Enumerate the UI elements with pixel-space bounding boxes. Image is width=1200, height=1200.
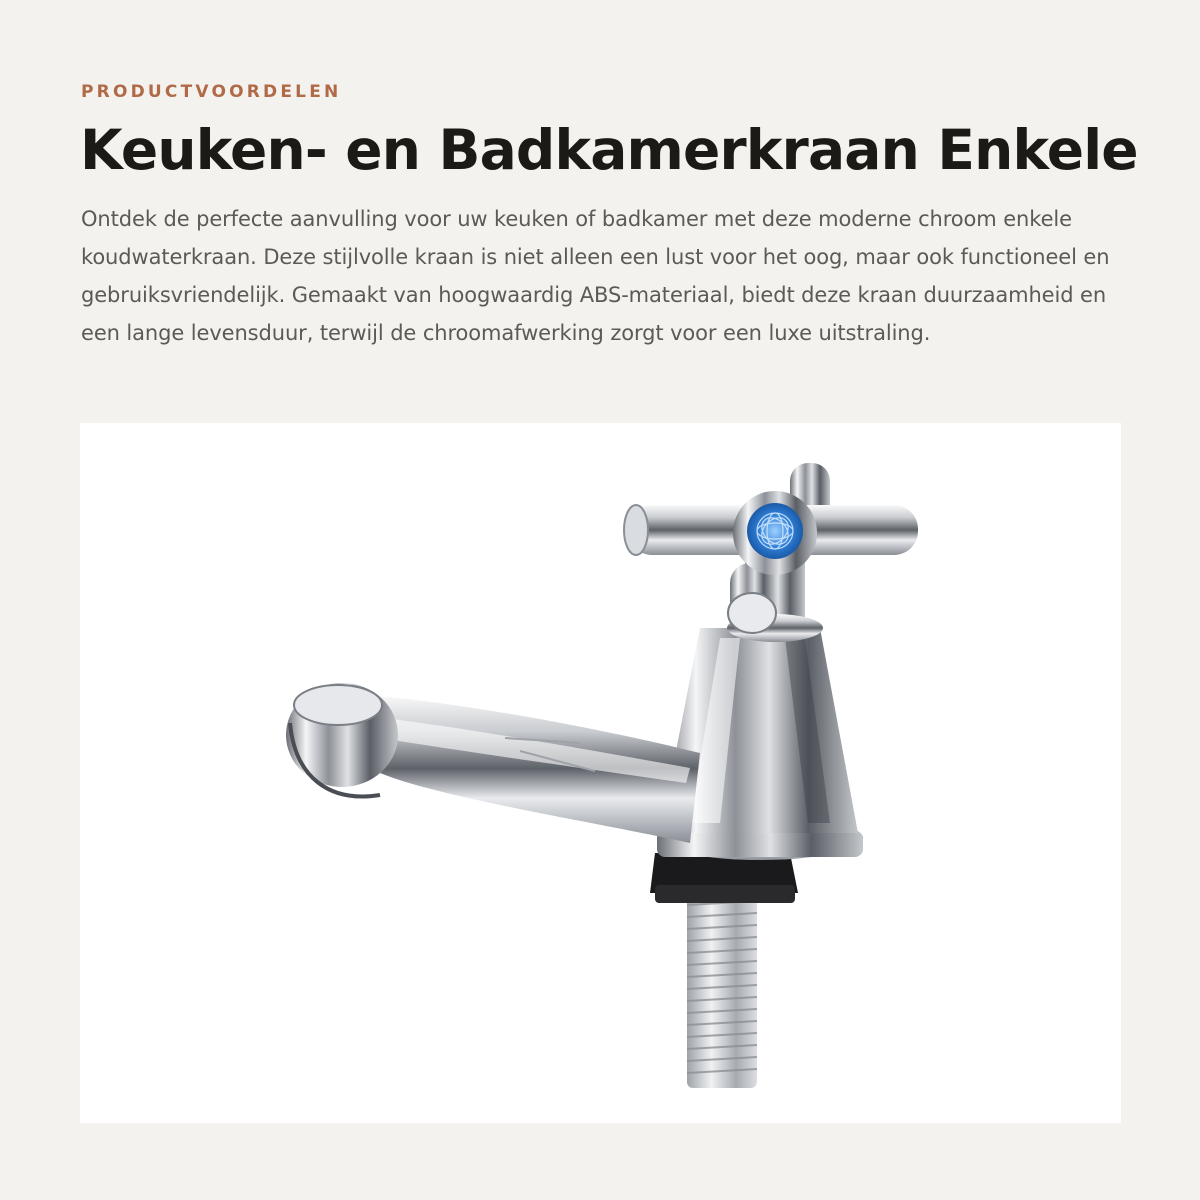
section-eyebrow: PRODUCTVOORDELEN: [81, 82, 342, 102]
product-title: Keuken- en Badkamerkraan Enkele: [80, 118, 1138, 182]
product-description: Ontdek de perfecte aanvulling voor uw keuken of badkamer met deze moderne chroom enkele koudwaterkraan. Deze stijlvolle kraan is niet alleen een lust voor het oog, maar ook functioneel en gebruiksvriendelijk. Gemaakt van hoogwaardig ABS-materiaal, biedt deze kraan duurzaamheid en een lange levensduur, terwijl de chroomafwerking zorgt voor een luxe uitstraling.: [81, 207, 1110, 345]
cold-water-indicator-icon: [747, 503, 803, 559]
rubber-washer: [650, 853, 798, 903]
cross-handle[interactable]: [624, 463, 918, 633]
chrome-faucet-illustration: [80, 423, 1121, 1123]
threaded-shank: [687, 893, 757, 1088]
product-image: [80, 423, 1121, 1123]
spout: [286, 683, 700, 843]
